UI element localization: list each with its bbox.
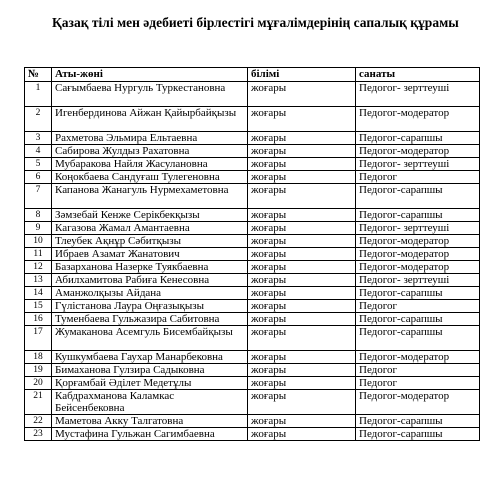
table-row: [25, 364, 480, 377]
row-name: Мубаракова Найля Жасулановна: [52, 158, 248, 171]
row-name: Тлеубек Ақнұр Сәбитқызы: [52, 235, 248, 248]
table-row: [25, 377, 480, 390]
table-row: [25, 171, 480, 184]
row-category: Педогог-сарапшы: [356, 428, 480, 441]
row-category: Педогог-модератор: [356, 145, 480, 158]
row-name: Аманжолқызы Айдана: [52, 287, 248, 300]
row-number: 19: [25, 364, 52, 377]
row-category: Педогог-сарапшы: [356, 184, 480, 209]
row-education: жоғары: [248, 158, 356, 171]
row-education: жоғары: [248, 107, 356, 132]
row-name: Мустафина Гульжан Сагимбаевна: [52, 428, 248, 441]
row-number: 16: [25, 313, 52, 326]
row-number: 4: [25, 145, 52, 158]
row-category: Педогог: [356, 364, 480, 377]
row-category: Педогог-модератор: [356, 235, 480, 248]
table-body: [25, 82, 480, 441]
row-education: жоғары: [248, 300, 356, 313]
row-number: 9: [25, 222, 52, 235]
row-education: жоғары: [248, 209, 356, 222]
row-category: Педогог- зерттеуші: [356, 82, 480, 107]
row-category: Педогог-сарапшы: [356, 287, 480, 300]
row-name: Бимаханова Гулзира Садыковна: [52, 364, 248, 377]
row-number: 20: [25, 377, 52, 390]
row-name: Сабирова Жулдыз Рахатовна: [52, 145, 248, 158]
row-education: жоғары: [248, 351, 356, 364]
row-education: жоғары: [248, 145, 356, 158]
row-category: Педогог-модератор: [356, 261, 480, 274]
row-name: Жумаканова Асемгуль Бисембайқызы: [52, 326, 248, 351]
row-number: 17: [25, 326, 52, 351]
row-number: 5: [25, 158, 52, 171]
row-name: Абилхамитова Рабиға Кенесовна: [52, 274, 248, 287]
row-name: Базарханова Назерке Туякбаевна: [52, 261, 248, 274]
row-education: жоғары: [248, 313, 356, 326]
row-name: Игенбердинова Айжан Қайырбайқызы: [52, 107, 248, 132]
table-row: [25, 209, 480, 222]
row-education: жоғары: [248, 274, 356, 287]
row-name: Кушкумбаева Гаухар Манарбековна: [52, 351, 248, 364]
table-row: [25, 351, 480, 364]
row-category: Педогог: [356, 377, 480, 390]
row-name: Кагазова Жамал Амантаевна: [52, 222, 248, 235]
header-category: санаты: [356, 68, 480, 82]
row-education: жоғары: [248, 326, 356, 351]
row-category: Педогог-сарапшы: [356, 326, 480, 351]
row-number: 7: [25, 184, 52, 209]
header-name: Аты-жөні: [52, 68, 248, 82]
row-number: 11: [25, 248, 52, 261]
row-name: Туменбаева Гульжазира Сабитовна: [52, 313, 248, 326]
table-row: [25, 313, 480, 326]
row-education: жоғары: [248, 287, 356, 300]
row-name: Коңокбаева Сандуғаш Тулегеновна: [52, 171, 248, 184]
table-row: [25, 390, 480, 415]
table-row: [25, 132, 480, 145]
row-category: Педогог-сарапшы: [356, 415, 480, 428]
row-education: жоғары: [248, 222, 356, 235]
staff-table: [24, 67, 480, 441]
table-row: [25, 428, 480, 441]
row-education: жоғары: [248, 390, 356, 415]
row-name: Қорғамбай Әділет Медетұлы: [52, 377, 248, 390]
table-row: [25, 145, 480, 158]
row-category: Педогог-сарапшы: [356, 209, 480, 222]
row-education: жоғары: [248, 132, 356, 145]
row-category: Педогог-модератор: [356, 390, 480, 415]
table-row: [25, 326, 480, 351]
row-number: 1: [25, 82, 52, 107]
row-number: 13: [25, 274, 52, 287]
row-education: жоғары: [248, 171, 356, 184]
row-category: Педогог: [356, 171, 480, 184]
row-education: жоғары: [248, 184, 356, 209]
row-education: жоғары: [248, 235, 356, 248]
row-number: 8: [25, 209, 52, 222]
row-number: 12: [25, 261, 52, 274]
table-row: [25, 82, 480, 107]
row-name: Рахметова Эльмира Ельтаевна: [52, 132, 248, 145]
table-row: [25, 235, 480, 248]
row-number: 2: [25, 107, 52, 132]
row-education: жоғары: [248, 415, 356, 428]
row-number: 22: [25, 415, 52, 428]
row-education: жоғары: [248, 248, 356, 261]
row-number: 3: [25, 132, 52, 145]
row-number: 15: [25, 300, 52, 313]
table-header-row: [25, 68, 480, 82]
row-name: Зәмзебай Кенже Серікбекқызы: [52, 209, 248, 222]
row-category: Педогог-модератор: [356, 107, 480, 132]
row-name: Ибраев Азамат Жанатович: [52, 248, 248, 261]
row-category: Педогог-модератор: [356, 248, 480, 261]
table-row: [25, 184, 480, 209]
row-category: Педогог-модератор: [356, 351, 480, 364]
row-education: жоғары: [248, 261, 356, 274]
row-number: 21: [25, 390, 52, 415]
table-row: [25, 107, 480, 132]
row-number: 10: [25, 235, 52, 248]
row-number: 6: [25, 171, 52, 184]
row-number: 23: [25, 428, 52, 441]
header-education: білімі: [248, 68, 356, 82]
row-name: Сағымбаева Нургуль Туркестановна: [52, 82, 248, 107]
row-education: жоғары: [248, 82, 356, 107]
row-education: жоғары: [248, 428, 356, 441]
row-number: 18: [25, 351, 52, 364]
row-name: Капанова Жанагуль Нурмехаметовна: [52, 184, 248, 209]
row-education: жоғары: [248, 377, 356, 390]
row-education: жоғары: [248, 364, 356, 377]
row-number: 14: [25, 287, 52, 300]
table-row: [25, 248, 480, 261]
table-row: [25, 300, 480, 313]
header-number: №: [25, 68, 52, 82]
table-row: [25, 274, 480, 287]
row-category: Педогог- зерттеуші: [356, 222, 480, 235]
row-name: Кабдрахманова Каламкас Бейсенбековна: [52, 390, 248, 415]
table-row: [25, 158, 480, 171]
table-row: [25, 261, 480, 274]
table-row: [25, 415, 480, 428]
row-category: Педогог- зерттеуші: [356, 274, 480, 287]
row-category: Педогог-сарапшы: [356, 132, 480, 145]
table-row: [25, 287, 480, 300]
row-name: Гүлістанова Лаура Оңғазықызы: [52, 300, 248, 313]
row-category: Педогог: [356, 300, 480, 313]
document-title: Қазақ тілі мен әдебиеті бірлестігі мұғалімдерінің сапалық құрамы: [52, 15, 459, 30]
row-category: Педогог- зерттеуші: [356, 158, 480, 171]
row-category: Педогог-сарапшы: [356, 313, 480, 326]
table-row: [25, 222, 480, 235]
row-name: Маметова Акку Талгатовна: [52, 415, 248, 428]
